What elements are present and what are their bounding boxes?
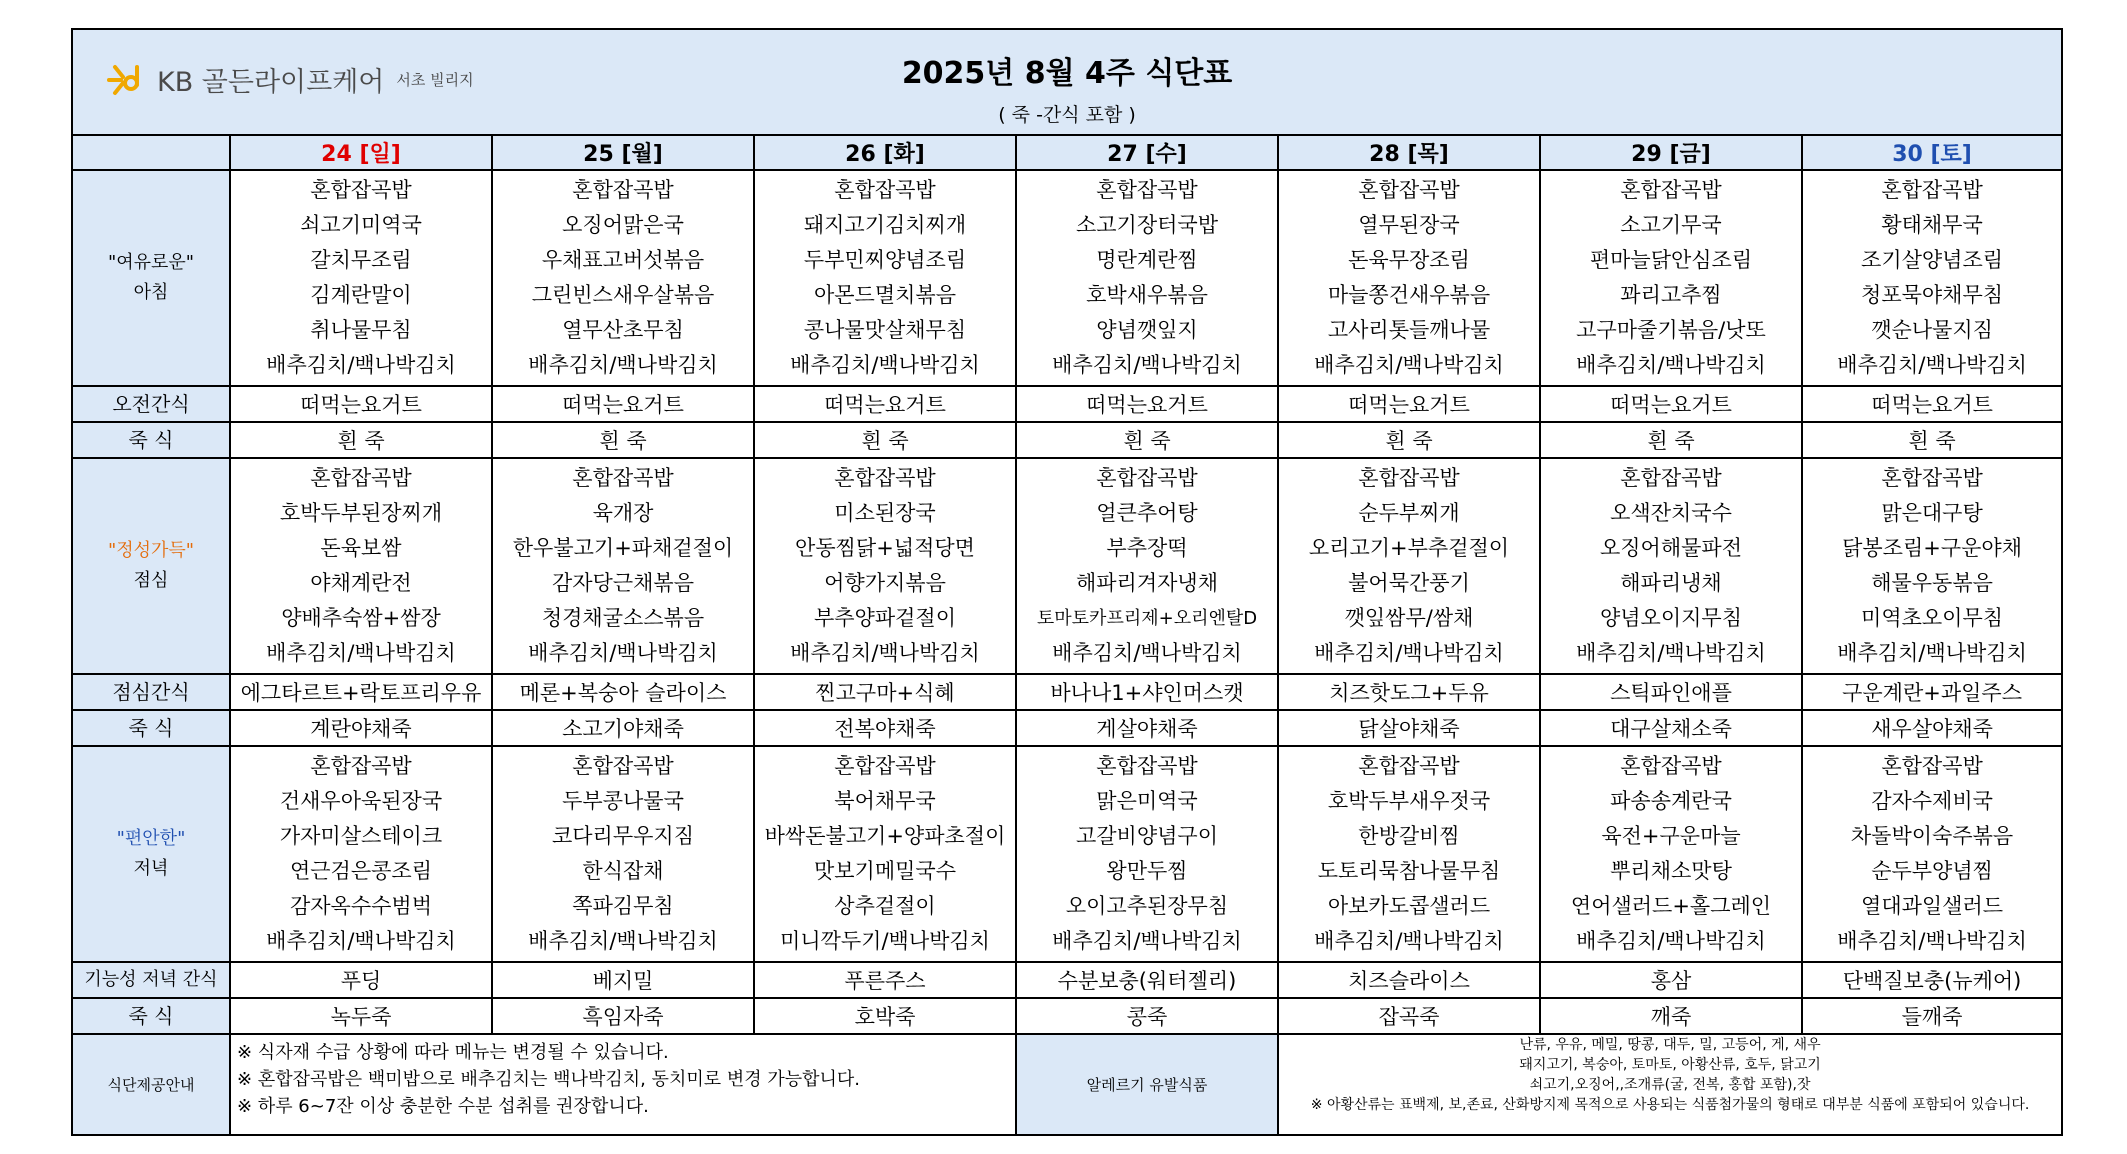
breakfast-dish: 두부민찌양념조림 (803, 248, 967, 272)
dinner-dish: 파송송계란국 (1610, 789, 1732, 813)
dinner-dish: 건새우아욱된장국 (279, 789, 443, 813)
dinner-dish: 배추김치/백나박김치 (528, 929, 718, 953)
lunch-day-5 (1540, 458, 1802, 674)
lunch-dish: 한우불고기+파채겉절이 (512, 536, 734, 560)
lunch-dish: 배추김치/백나박김치 (266, 641, 456, 665)
porridge-2-label: 죽 식 (72, 710, 230, 746)
dinner_snack-item-4: 치즈슬라이스 (1278, 962, 1540, 998)
breakfast-day-0 (230, 170, 492, 386)
lunch-dish: 해물우동볶음 (1871, 571, 1993, 595)
breakfast-dish: 호박새우볶음 (1086, 283, 1208, 307)
morning_snack-item-2: 떠먹는요거트 (754, 386, 1016, 422)
lunch_snack-item-0: 에그타르트+락토프리우유 (230, 674, 492, 710)
dinner-dish: 호박두부새우젓국 (1327, 789, 1491, 813)
morning_snack-item-3: 떠먹는요거트 (1016, 386, 1278, 422)
morning_snack-item-0: 떠먹는요거트 (230, 386, 492, 422)
porridge_3-item-1: 흑임자죽 (492, 998, 754, 1034)
breakfast-dish: 혼합잡곡밥 (1096, 178, 1198, 202)
breakfast-dish: 혼합잡곡밥 (1620, 178, 1722, 202)
dinner-dish: 북어채무국 (834, 789, 936, 813)
porridge_2-item-2: 전복야채죽 (754, 710, 1016, 746)
breakfast-dish: 우채표고버섯볶음 (541, 248, 705, 272)
porridge_1-item-3: 흰 죽 (1016, 422, 1278, 458)
dinner-day-5 (1540, 746, 1802, 962)
dinner-dish: 아보카도콥샐러드 (1327, 894, 1491, 918)
breakfast-dish: 배추김치/백나박김치 (1837, 353, 2027, 377)
dinner-dish: 상추겉절이 (834, 894, 936, 918)
notice-notes (230, 1034, 1016, 1135)
dinner-dish: 고갈비양념구이 (1075, 824, 1218, 848)
dinner-dish: 육전+구운마늘 (1601, 824, 1741, 848)
porridge_1-item-4: 흰 죽 (1278, 422, 1540, 458)
lunch-label-1: "정성가득" (107, 540, 195, 561)
porridge-3-label: 죽 식 (72, 998, 230, 1034)
menu-table (71, 28, 2063, 1136)
dinner-snack-label: 기능성 저녁 간식 (72, 962, 230, 998)
breakfast-day-6 (1802, 170, 2062, 386)
lunch-label-2: 점심 (133, 570, 169, 591)
day-header-5: 29 [금] (1540, 135, 1802, 170)
lunch-dish: 배추김치/백나박김치 (528, 641, 718, 665)
lunch-dish: 육개장 (592, 501, 654, 525)
dinner-dish: 오이고추된장무침 (1065, 894, 1229, 918)
lunch-dish: 혼합잡곡밥 (1881, 466, 1983, 490)
breakfast-dish: 열무된장국 (1358, 213, 1460, 237)
dinner-dish: 혼합잡곡밥 (1881, 754, 1983, 778)
lunch-dish: 부추장떡 (1106, 536, 1188, 560)
breakfast-dish: 깻순나물지짐 (1871, 318, 1993, 342)
dinner-dish: 혼합잡곡밥 (834, 754, 936, 778)
breakfast-dish: 돼지고기김치찌개 (803, 213, 967, 237)
morning_snack-item-5: 떠먹는요거트 (1540, 386, 1802, 422)
breakfast-dish: 혼합잡곡밥 (1358, 178, 1460, 202)
breakfast-dish: 오징어맑은국 (562, 213, 684, 237)
dinner-day-1 (492, 746, 754, 962)
dinner-dish: 쪽파김무침 (572, 894, 674, 918)
porridge_3-item-3: 콩죽 (1016, 998, 1278, 1034)
breakfast-label-1: "여유로운" (107, 252, 195, 273)
dinner-dish: 한방갈비찜 (1358, 824, 1460, 848)
notice-line-2: ※ 혼합잡곡밥은 백미밥으로 배추김치는 백나박김치, 동치미로 변경 가능합니다. (237, 1069, 860, 1090)
breakfast-dish: 배추김치/백나박김치 (528, 353, 718, 377)
lunch_snack-item-4: 치즈핫도그+두유 (1278, 674, 1540, 710)
dinner-dish: 뿌리채소맛탕 (1610, 859, 1732, 883)
breakfast-label (72, 170, 230, 386)
lunch-dish: 어향가지볶음 (824, 571, 946, 595)
dinner-dish: 도토리묵참나물무침 (1317, 859, 1501, 883)
dinner-dish: 혼합잡곡밥 (572, 754, 674, 778)
day-header-1: 25 [월] (492, 135, 754, 170)
dinner-day-3 (1016, 746, 1278, 962)
porridge_2-item-1: 소고기야채죽 (492, 710, 754, 746)
lunch_snack-item-6: 구운계란+과일주스 (1802, 674, 2062, 710)
dinner-dish: 배추김치/백나박김치 (1052, 929, 1242, 953)
porridge_2-item-5: 대구살채소죽 (1540, 710, 1802, 746)
dinner-dish: 순두부양념찜 (1871, 859, 1993, 883)
dinner-label-2: 저녁 (133, 858, 169, 879)
dinner-dish: 차돌박이숙주볶음 (1850, 824, 2014, 848)
day-header-6: 30 [토] (1802, 135, 2062, 170)
breakfast-dish: 양념깻잎지 (1096, 318, 1198, 342)
lunch-dish: 혼합잡곡밥 (572, 466, 674, 490)
lunch-dish: 배추김치/백나박김치 (1576, 641, 1766, 665)
breakfast-dish: 고사리톳들깨나물 (1327, 318, 1491, 342)
lunch-day-6 (1802, 458, 2062, 674)
notice-line-3: ※ 하루 6~7잔 이상 충분한 수분 섭취를 권장합니다. (237, 1096, 649, 1117)
porridge_2-item-6: 새우살야채죽 (1802, 710, 2062, 746)
lunch-dish: 해파리겨자냉채 (1075, 571, 1218, 595)
breakfast-dish: 취나물무침 (310, 318, 412, 342)
lunch-dish: 혼합잡곡밥 (834, 466, 936, 490)
breakfast-dish: 배추김치/백나박김치 (1314, 353, 1504, 377)
dinner_snack-item-1: 베지밀 (492, 962, 754, 998)
day-header-0: 24 [일] (230, 135, 492, 170)
dinner-dish: 혼합잡곡밥 (1358, 754, 1460, 778)
star-logo-icon (107, 63, 149, 97)
lunch_snack-item-3: 바나나1+샤인머스캣 (1016, 674, 1278, 710)
breakfast-dish: 소고기무국 (1620, 213, 1722, 237)
breakfast-dish: 쇠고기미역국 (300, 213, 422, 237)
breakfast-dish: 배추김치/백나박김치 (790, 353, 980, 377)
dinner-dish: 코다리무우지짐 (551, 824, 694, 848)
porridge_3-item-0: 녹두죽 (230, 998, 492, 1034)
lunch-dish: 미역초오이무침 (1861, 606, 2004, 630)
lunch-dish: 불어묵간풍기 (1348, 571, 1470, 595)
porridge_3-item-4: 잡곡죽 (1278, 998, 1540, 1034)
lunch-dish: 혼합잡곡밥 (1620, 466, 1722, 490)
dinner_snack-item-2: 푸른주스 (754, 962, 1016, 998)
dinner-dish: 왕만두찜 (1106, 859, 1188, 883)
lunch_snack-item-2: 찐고구마+식혜 (754, 674, 1016, 710)
breakfast-day-5 (1540, 170, 1802, 386)
dinner-day-2 (754, 746, 1016, 962)
dinner-dish: 두부콩나물국 (562, 789, 684, 813)
lunch-dish: 얼큰추어탕 (1096, 501, 1198, 525)
porridge_1-item-0: 흰 죽 (230, 422, 492, 458)
dinner-dish: 혼합잡곡밥 (1096, 754, 1198, 778)
dinner-day-6 (1802, 746, 2062, 962)
lunch-dish: 맑은대구탕 (1881, 501, 1983, 525)
breakfast-dish: 김계란말이 (310, 283, 412, 307)
dinner-dish: 맑은미역국 (1096, 789, 1198, 813)
day-header-4: 28 [목] (1278, 135, 1540, 170)
dinner-dish: 배추김치/백나박김치 (1837, 929, 2027, 953)
breakfast-dish: 고구마줄기볶음/낫또 (1576, 318, 1766, 342)
breakfast-label-2: 아침 (133, 282, 169, 303)
dinner-dish: 가자미살스테이크 (279, 824, 443, 848)
breakfast-dish: 갈치무조림 (310, 248, 412, 272)
breakfast-dish: 열무산초무침 (562, 318, 684, 342)
breakfast-day-2 (754, 170, 1016, 386)
allergen-line-2: 돼지고기, 복숭아, 토마토, 아황산류, 호두, 닭고기 (1519, 1057, 1821, 1073)
dinner-dish: 열대과일샐러드 (1861, 894, 2004, 918)
dinner-dish: 미니깍두기/백나박김치 (780, 929, 990, 953)
breakfast-dish: 마늘쫑건새우볶음 (1327, 283, 1491, 307)
logo-subtext: 서초 빌리지 (396, 71, 474, 89)
breakfast-dish: 조기살양념조림 (1861, 248, 2004, 272)
breakfast-dish: 황태채무국 (1881, 213, 1983, 237)
breakfast-dish: 꽈리고추찜 (1620, 283, 1722, 307)
dinner-dish: 연근검은콩조림 (289, 859, 432, 883)
lunch-dish: 토마토카프리제+오리엔탈D (1036, 608, 1258, 629)
lunch-day-4 (1278, 458, 1540, 674)
lunch-dish: 혼합잡곡밥 (1096, 466, 1198, 490)
lunch-dish: 부추양파겉절이 (813, 606, 956, 630)
allergen-list (1278, 1034, 2062, 1135)
lunch-dish: 닭봉조림+구운야채 (1842, 536, 2022, 560)
morning_snack-item-1: 떠먹는요거트 (492, 386, 754, 422)
lunch-dish: 배추김치/백나박김치 (1837, 641, 2027, 665)
lunch-dish: 혼합잡곡밥 (310, 466, 412, 490)
dinner-dish: 한식잡채 (582, 859, 664, 883)
breakfast-dish: 배추김치/백나박김치 (266, 353, 456, 377)
allergen-line-3: 쇠고기,오징어,,조개류(굴, 전복, 홍합 포함),잣 (1529, 1077, 1811, 1093)
lunch-dish: 해파리냉채 (1620, 571, 1722, 595)
morning-snack-label: 오전간식 (72, 386, 230, 422)
porridge_1-item-5: 흰 죽 (1540, 422, 1802, 458)
lunch-dish: 배추김치/백나박김치 (790, 641, 980, 665)
lunch-dish: 순두부찌개 (1358, 501, 1460, 525)
dinner_snack-item-6: 단백질보충(뉴케어) (1802, 962, 2062, 998)
notice-line-1: ※ 식자재 수급 상황에 따라 메뉴는 변경될 수 있습니다. (237, 1042, 669, 1063)
lunch-day-1 (492, 458, 754, 674)
notice-label: 식단제공안내 (72, 1034, 230, 1135)
breakfast-dish: 그린빈스새우살볶음 (531, 283, 715, 307)
corner-cell (72, 135, 230, 170)
lunch-dish: 안동찜닭+넓적당면 (795, 536, 975, 560)
allergen-line-4: ※ 아황산류는 표백제, 보,존료, 산화방지제 목적으로 사용되는 식품첨가물의 형태로 대부분 식품에 포함되어 있습니다. (1310, 1097, 2030, 1113)
dinner-dish: 혼합잡곡밥 (1620, 754, 1722, 778)
lunch-dish: 호박두부된장찌개 (279, 501, 443, 525)
breakfast-dish: 콩나물맛살채무침 (803, 318, 967, 342)
dinner-dish: 배추김치/백나박김치 (266, 929, 456, 953)
menu-sheet (71, 28, 2061, 1128)
dinner-dish: 혼합잡곡밥 (310, 754, 412, 778)
allergen-label: 알레르기 유발식품 (1016, 1034, 1278, 1135)
porridge_1-item-2: 흰 죽 (754, 422, 1016, 458)
page-title: 2025년 8월 4주 식단표 (901, 55, 1233, 91)
breakfast-dish: 배추김치/백나박김치 (1576, 353, 1766, 377)
lunch-dish: 오징어해물파전 (1599, 536, 1742, 560)
breakfast-dish: 명란계란찜 (1096, 248, 1198, 272)
lunch-dish: 양념오이지무침 (1599, 606, 1742, 630)
breakfast-dish: 소고기장터국밥 (1075, 213, 1218, 237)
dinner-label (72, 746, 230, 962)
lunch-dish: 혼합잡곡밥 (1358, 466, 1460, 490)
morning_snack-item-6: 떠먹는요거트 (1802, 386, 2062, 422)
dinner-label-1: "편안한" (116, 828, 186, 849)
breakfast-dish: 혼합잡곡밥 (834, 178, 936, 202)
porridge-1-label: 죽 식 (72, 422, 230, 458)
page-subtitle: ( 죽 -간식 포함 ) (998, 103, 1136, 126)
lunch-dish: 돈육보쌈 (320, 536, 402, 560)
breakfast-dish: 혼합잡곡밥 (1881, 178, 1983, 202)
dinner-dish: 감자옥수수범벅 (289, 894, 432, 918)
breakfast-dish: 편마늘닭안심조림 (1589, 248, 1753, 272)
dinner_snack-item-5: 홍삼 (1540, 962, 1802, 998)
lunch-dish: 청경채굴소스볶음 (541, 606, 705, 630)
porridge_3-item-5: 깨죽 (1540, 998, 1802, 1034)
lunch-label (72, 458, 230, 674)
porridge_2-item-4: 닭살야채죽 (1278, 710, 1540, 746)
lunch-day-2 (754, 458, 1016, 674)
lunch-day-0 (230, 458, 492, 674)
breakfast-day-1 (492, 170, 754, 386)
lunch-dish: 양배추숙쌈+쌈장 (281, 606, 441, 630)
allergen-line-1: 난류, 우유, 메밀, 땅콩, 대두, 밀, 고등어, 게, 새우 (1519, 1037, 1821, 1053)
dinner-day-0 (230, 746, 492, 962)
logo-text: KB 골든라이프케어 (157, 67, 385, 98)
lunch-dish: 배추김치/백나박김치 (1314, 641, 1504, 665)
dinner-day-4 (1278, 746, 1540, 962)
dinner-dish: 배추김치/백나박김치 (1314, 929, 1504, 953)
breakfast-day-3 (1016, 170, 1278, 386)
dinner-dish: 연어샐러드+홀그레인 (1570, 894, 1772, 918)
porridge_1-item-1: 흰 죽 (492, 422, 754, 458)
lunch-dish: 오리고기+부추겉절이 (1308, 536, 1510, 560)
porridge_3-item-6: 들깨죽 (1802, 998, 2062, 1034)
lunch_snack-item-1: 메론+복숭아 슬라이스 (492, 674, 754, 710)
dinner-dish: 맛보기메밀국수 (813, 859, 956, 883)
lunch_snack-item-5: 스틱파인애플 (1540, 674, 1802, 710)
breakfast-dish: 아몬드멸치볶음 (813, 283, 956, 307)
porridge_2-item-3: 게살야채죽 (1016, 710, 1278, 746)
lunch-snack-label: 점심간식 (72, 674, 230, 710)
breakfast-day-4 (1278, 170, 1540, 386)
dinner-dish: 바싹돈불고기+양파초절이 (764, 824, 1006, 848)
breakfast-dish: 청포묵야채무침 (1861, 283, 2004, 307)
lunch-dish: 야채계란전 (310, 571, 412, 595)
lunch-dish: 오색잔치국수 (1610, 501, 1732, 525)
breakfast-dish: 배추김치/백나박김치 (1052, 353, 1242, 377)
day-header-2: 26 [화] (754, 135, 1016, 170)
breakfast-dish: 돈육무장조림 (1348, 248, 1470, 272)
dinner_snack-item-3: 수분보충(워터젤리) (1016, 962, 1278, 998)
day-header-3: 27 [수] (1016, 135, 1278, 170)
lunch-dish: 깻잎쌈무/쌈채 (1344, 606, 1474, 630)
porridge_2-item-0: 계란야채죽 (230, 710, 492, 746)
lunch-dish: 감자당근채볶음 (551, 571, 694, 595)
lunch-dish: 배추김치/백나박김치 (1052, 641, 1242, 665)
porridge_1-item-6: 흰 죽 (1802, 422, 2062, 458)
breakfast-dish: 혼합잡곡밥 (572, 178, 674, 202)
morning_snack-item-4: 떠먹는요거트 (1278, 386, 1540, 422)
breakfast-dish: 혼합잡곡밥 (310, 178, 412, 202)
dinner-dish: 배추김치/백나박김치 (1576, 929, 1766, 953)
porridge_3-item-2: 호박죽 (754, 998, 1016, 1034)
dinner_snack-item-0: 푸딩 (230, 962, 492, 998)
header-banner (72, 29, 2062, 135)
lunch-day-3 (1016, 458, 1278, 674)
dinner-dish: 감자수제비국 (1871, 789, 1993, 813)
lunch-dish: 미소된장국 (834, 501, 936, 525)
logo (107, 60, 474, 99)
